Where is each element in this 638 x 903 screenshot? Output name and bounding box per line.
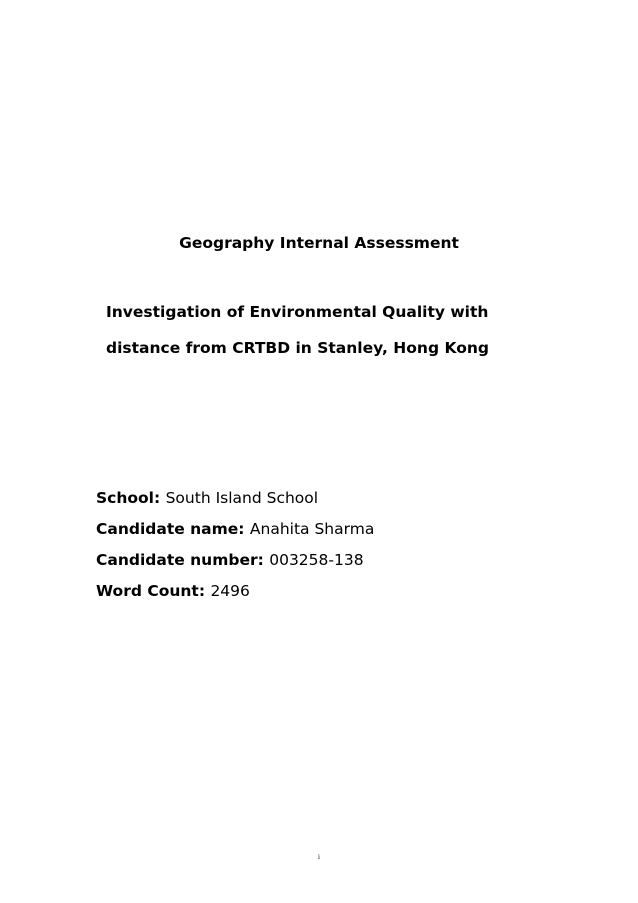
subtitle-line-1: Investigation of Environmental Quality with xyxy=(106,303,489,321)
subtitle-line-2: distance from CRTBD in Stanley, Hong Kong xyxy=(106,339,489,357)
detail-label: School: xyxy=(96,489,166,507)
page-number: i xyxy=(318,853,320,861)
document-subtitle xyxy=(106,294,546,366)
detail-label: Candidate name: xyxy=(96,520,250,538)
detail-school xyxy=(96,483,576,514)
detail-label: Word Count: xyxy=(96,582,211,600)
detail-value: South Island School xyxy=(165,489,319,507)
detail-value: 003258-138 xyxy=(269,551,364,569)
detail-word-count xyxy=(96,576,576,607)
detail-value: Anahita Sharma xyxy=(249,520,375,538)
detail-candidate-number xyxy=(96,545,576,576)
detail-candidate-name xyxy=(96,514,576,545)
detail-value: 2496 xyxy=(210,582,250,600)
detail-label: Candidate number: xyxy=(96,551,270,569)
document-title: Geography Internal Assessment xyxy=(179,234,459,252)
candidate-details xyxy=(96,483,576,607)
